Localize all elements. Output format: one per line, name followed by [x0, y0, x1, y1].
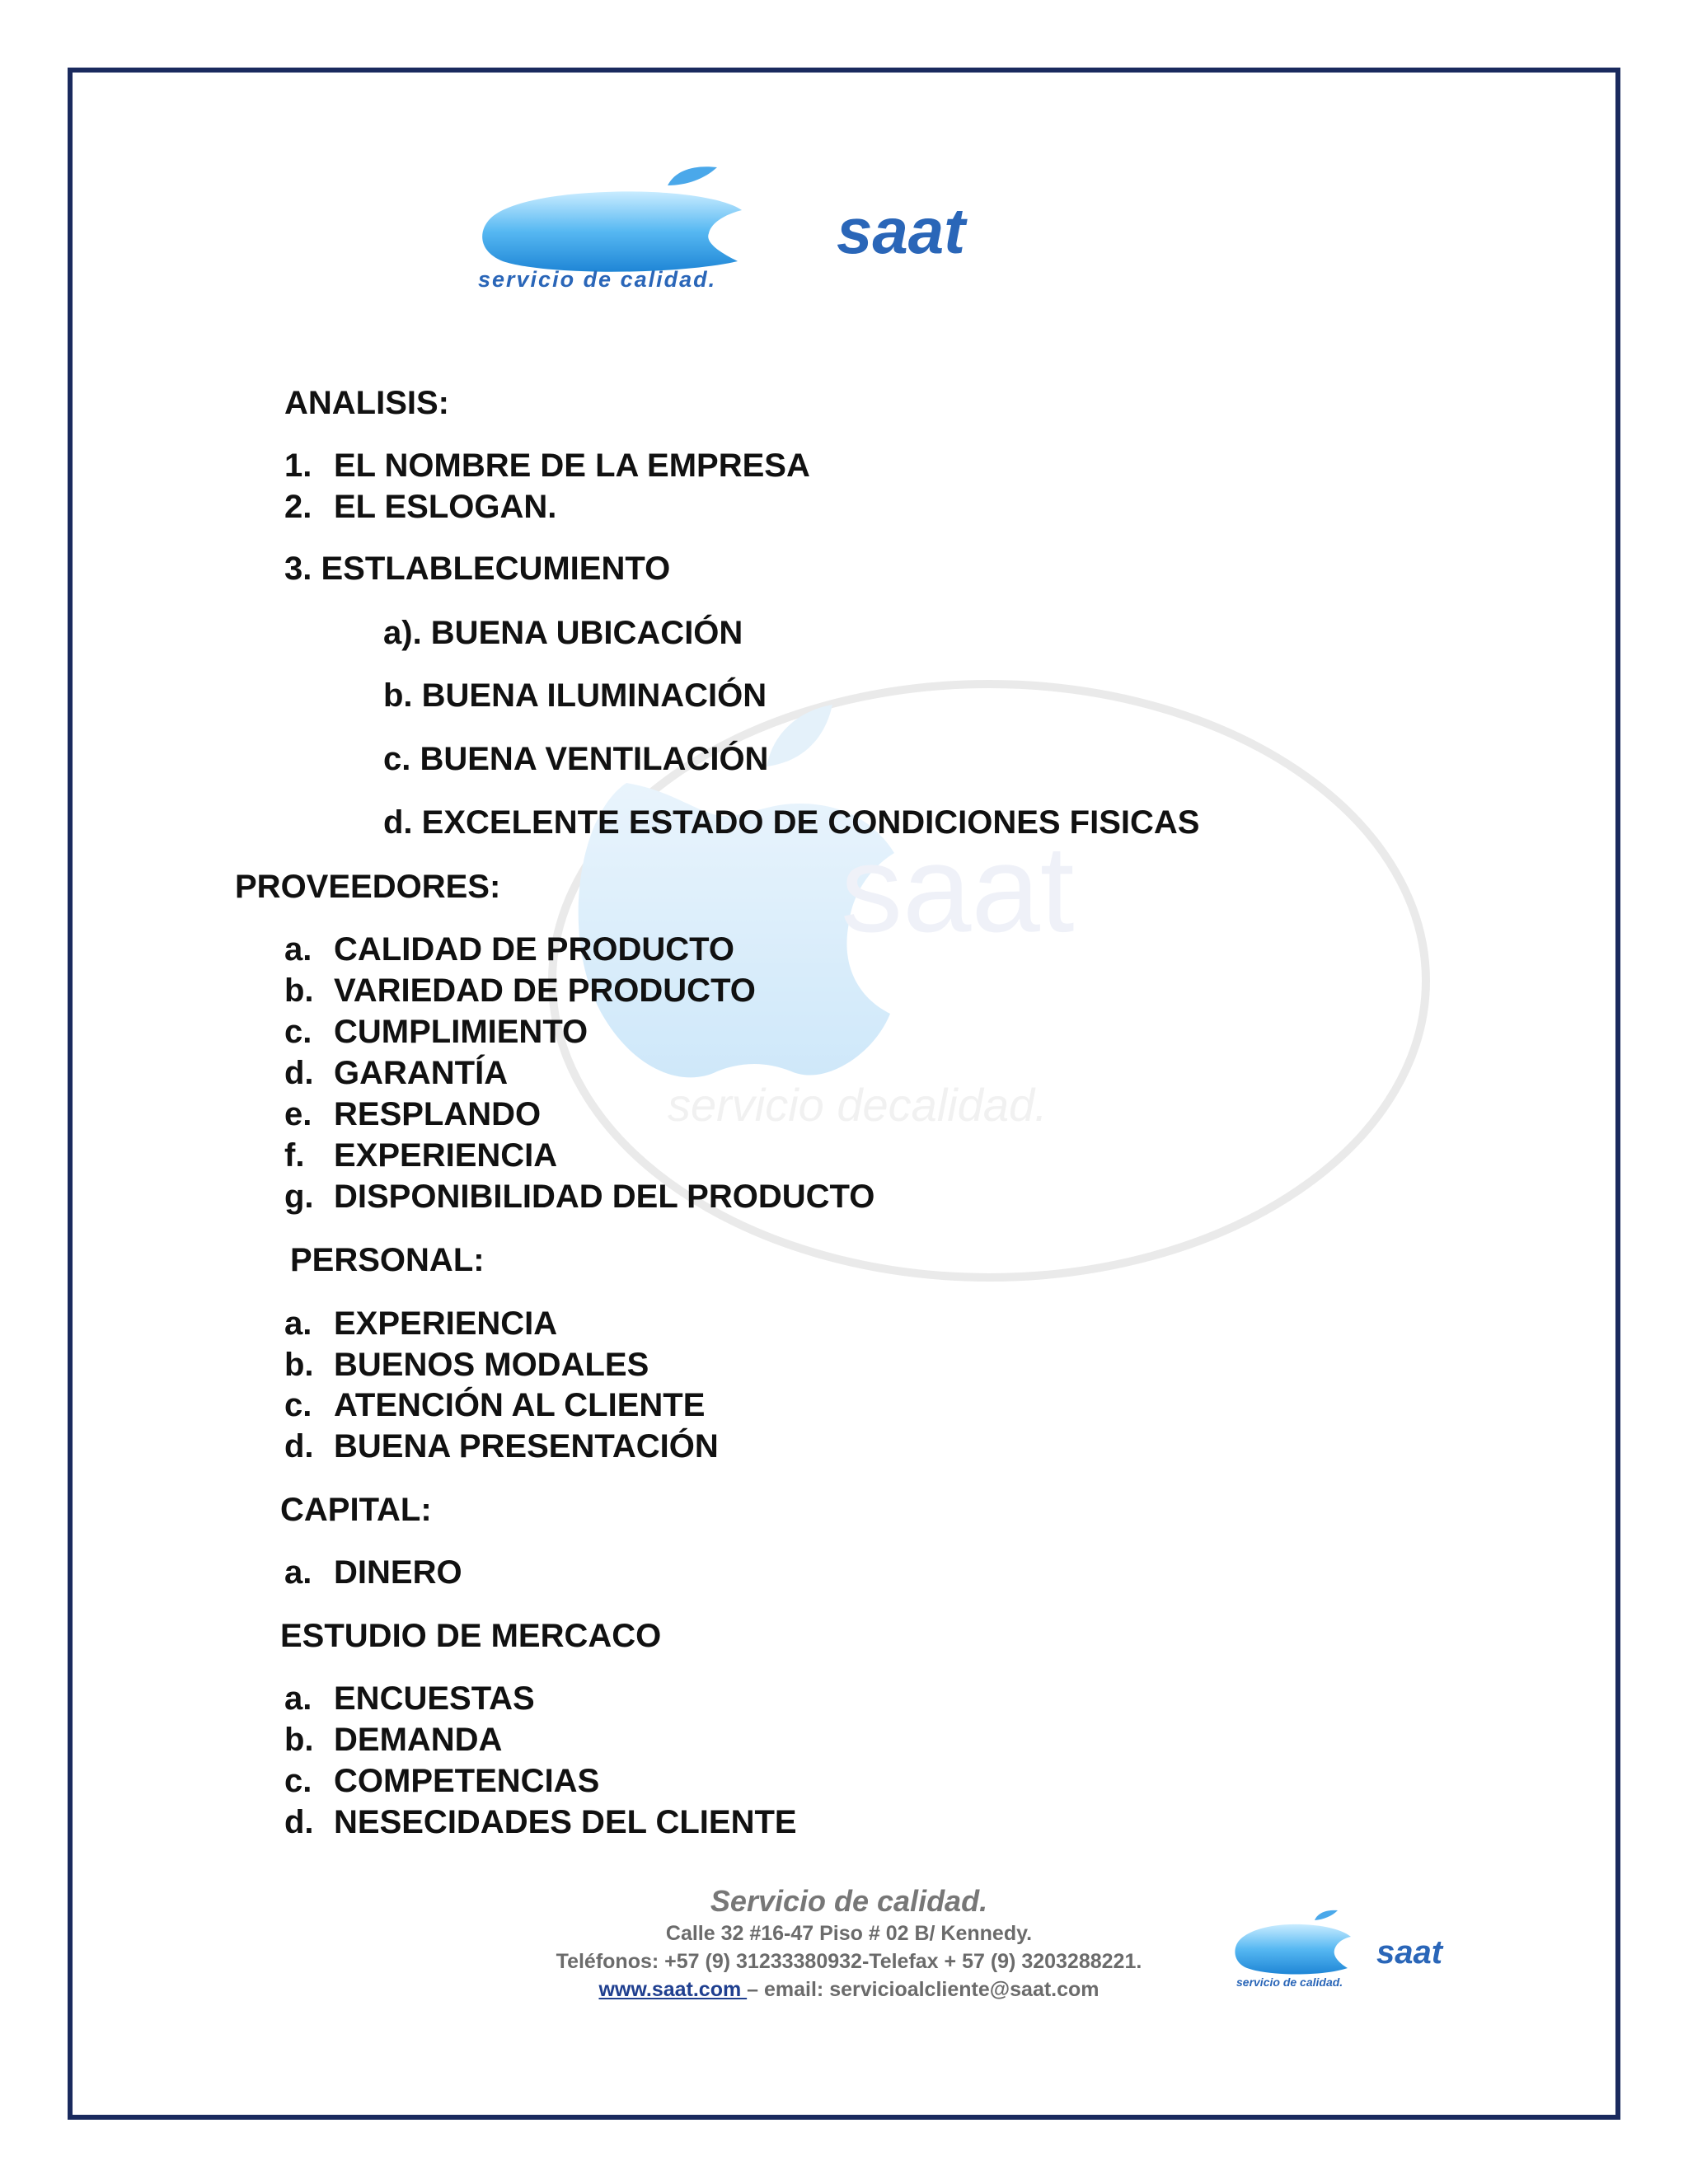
list-marker: a.: [284, 1305, 312, 1342]
list-item: [284, 930, 734, 969]
list-text: NESECIDADES DEL CLIENTE: [334, 1804, 797, 1840]
list-text: CALIDAD DE PRODUCTO: [334, 931, 734, 968]
sub-heading-establecimiento: 3. ESTLABLECUMIENTO: [284, 551, 671, 587]
list-marker: b.: [284, 1347, 314, 1383]
list-marker: d.: [284, 1428, 314, 1465]
list-text: EXPERIENCIA: [334, 1305, 558, 1342]
list-marker: a.: [284, 1554, 312, 1591]
list-marker: 1.: [284, 448, 312, 484]
section-heading-analisis: ANALISIS:: [284, 385, 449, 421]
list-item: [284, 1427, 719, 1466]
list-text: ENCUESTAS: [334, 1680, 535, 1717]
list-item: [284, 1012, 588, 1052]
footer-logo-slogan: servicio de calidad.: [1236, 1975, 1343, 1989]
footer-logo-brand: saat: [1376, 1934, 1443, 1971]
list-item: [284, 1761, 599, 1801]
list-marker: a.: [284, 931, 312, 968]
list-item: [284, 446, 810, 485]
sub-list-item: a). BUENA UBICACIÓN: [383, 615, 743, 651]
footer-email: – email: servicioalcliente@saat.com: [747, 1978, 1100, 2001]
list-marker: g.: [284, 1179, 314, 1215]
list-text: VARIEDAD DE PRODUCTO: [334, 972, 756, 1009]
list-marker: f.: [284, 1137, 305, 1174]
section-heading-estudio: ESTUDIO DE MERCACO: [280, 1618, 662, 1654]
list-text: DISPONIBILIDAD DEL PRODUCTO: [334, 1179, 875, 1215]
logo-brand-text: saat: [837, 194, 966, 267]
list-marker: a.: [284, 1680, 312, 1717]
list-text: EXPERIENCIA: [334, 1137, 558, 1174]
list-marker: d.: [284, 1055, 314, 1091]
list-item: [284, 971, 756, 1010]
list-item: [284, 1094, 541, 1134]
list-item: [284, 1345, 649, 1385]
list-text: DINERO: [334, 1554, 462, 1591]
list-text: GARANTÍA: [334, 1055, 509, 1091]
list-item: [284, 1679, 535, 1718]
list-text: RESPLANDO: [334, 1096, 542, 1132]
list-text: BUENA PRESENTACIÓN: [334, 1428, 719, 1465]
list-item: [284, 1553, 462, 1592]
list-text: EL ESLOGAN.: [334, 489, 557, 525]
footer-website-link[interactable]: www.saat.com: [598, 1978, 748, 2001]
list-item: [284, 1720, 502, 1760]
sub-list-item: d. EXCELENTE ESTADO DE CONDICIONES FISICAS: [383, 804, 1200, 841]
list-item: [284, 1802, 797, 1842]
list-text: CUMPLIMIENTO: [334, 1014, 588, 1050]
logo-slogan-text: servicio de calidad.: [478, 267, 717, 292]
list-item: [284, 1136, 557, 1175]
list-marker: b.: [284, 972, 314, 1009]
list-item: [284, 487, 556, 527]
footer-logo-leaf: [1315, 1910, 1338, 1920]
footer-logo: [1232, 1904, 1496, 1994]
footer-title: Servicio de calidad.: [710, 1884, 988, 1918]
list-marker: e.: [284, 1096, 312, 1132]
section-heading-proveedores: PROVEEDORES:: [235, 869, 501, 905]
list-text: ATENCIÓN AL CLIENTE: [334, 1387, 706, 1423]
list-item: [284, 1385, 705, 1425]
watermark-slogan: servicio decalidad.: [668, 1079, 1048, 1131]
list-item: [284, 1177, 874, 1216]
footer-phones: Teléfonos: +57 (9) 31233380932-Telefax + 57 (9) 3203288221.: [556, 1950, 1142, 1973]
page-footer: [445, 1883, 1253, 2004]
sub-list-item: c. BUENA VENTILACIÓN: [383, 741, 769, 777]
list-marker: d.: [284, 1804, 314, 1840]
list-item: [284, 1304, 557, 1343]
list-text: EL NOMBRE DE LA EMPRESA: [334, 448, 810, 484]
list-item: [284, 1053, 508, 1093]
footer-logo-apple: [1235, 1924, 1351, 1975]
section-heading-personal: PERSONAL:: [290, 1242, 485, 1278]
watermark-brand: saat: [841, 819, 1075, 958]
list-text: BUENOS MODALES: [334, 1347, 649, 1383]
list-marker: 2.: [284, 489, 312, 525]
list-marker: b.: [284, 1722, 314, 1758]
footer-contact: [445, 1975, 1253, 2004]
list-marker: c.: [284, 1387, 312, 1423]
footer-address: Calle 32 #16-47 Piso # 02 B/ Kennedy.: [665, 1922, 1033, 1945]
list-text: COMPETENCIAS: [334, 1763, 600, 1799]
sub-list-item: b. BUENA ILUMINACIÓN: [383, 677, 767, 714]
section-heading-capital: CAPITAL:: [280, 1492, 432, 1528]
list-text: DEMANDA: [334, 1722, 503, 1758]
list-marker: c.: [284, 1014, 312, 1050]
list-marker: c.: [284, 1763, 312, 1799]
